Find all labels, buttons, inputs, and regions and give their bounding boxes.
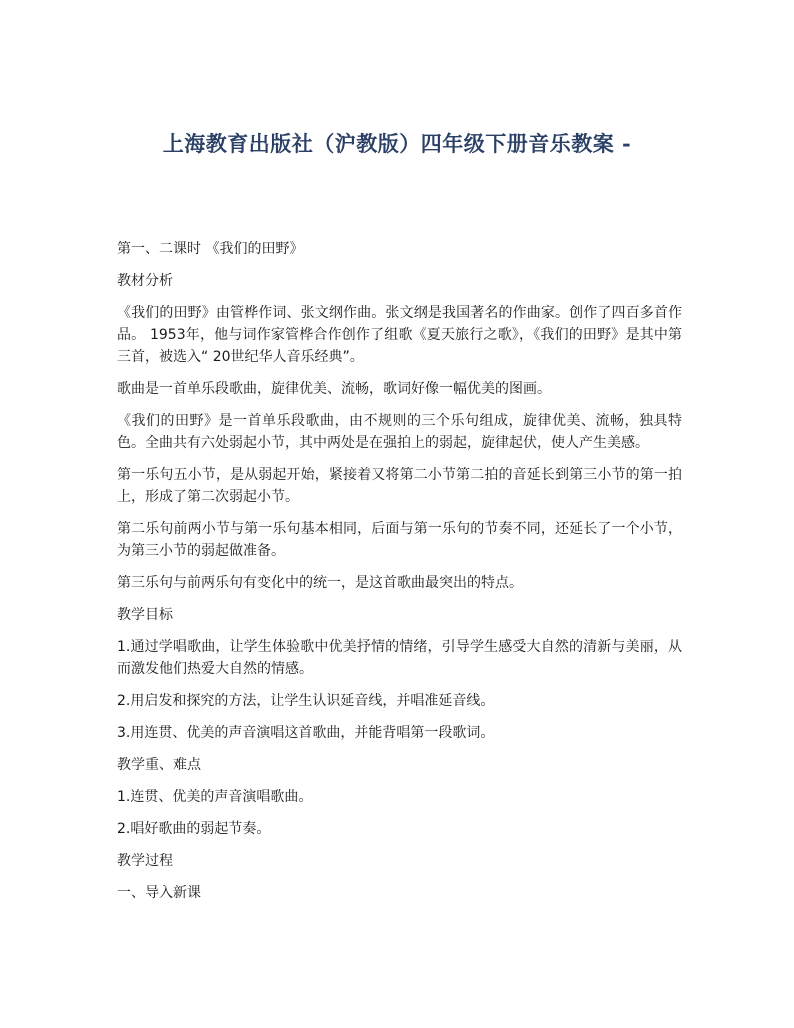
section-heading-objectives: 教学目标 xyxy=(117,607,173,623)
section-heading-process: 教学过程 xyxy=(117,853,173,869)
section-heading-key-points: 教学重、难点 xyxy=(117,757,201,773)
process-step-1: 一、导入新课 xyxy=(117,885,201,901)
lesson-heading: 第一、二课时 《我们的田野》 xyxy=(117,241,304,257)
paragraph-phrase-three: 第三乐句与前两乐句有变化中的统一，是这首歌曲最突出的特点。 xyxy=(117,575,523,591)
paragraph-song-structure: 《我们的田野》是一首单乐段歌曲，由不规则的三个乐句组成，旋律优美、流畅，独具特色。全曲共有六处弱起小节，其中两处是在强拍上的弱起，旋律起伏，使人产生美感。 xyxy=(117,413,682,451)
key-point-item-1: 1.连贯、优美的声音演唱歌曲。 xyxy=(117,789,313,805)
objective-item-3: 3.用连贯、优美的声音演唱这首歌曲，并能背唱第一段歌词。 xyxy=(117,725,495,741)
objective-item-1: 1.通过学唱歌曲，让学生体验歌中优美抒情的情绪，引导学生感受大自然的清新与美丽，从而激发他们热爱大自然的情感。 xyxy=(117,639,682,677)
key-point-item-2: 2.唱好歌曲的弱起节奏。 xyxy=(117,821,271,837)
paragraph-phrase-one: 第一乐句五小节，是从弱起开始，紧接着又将第二小节第二拍的音延长到第三小节的第一拍上，形成了第二次弱起小节。 xyxy=(117,467,682,505)
paragraph-song-form: 歌曲是一首单乐段歌曲，旋律优美、流畅，歌词好像一幅优美的图画。 xyxy=(117,381,551,397)
document-title: 上海教育出版社（沪教版）四年级下册音乐教案 - xyxy=(162,131,632,156)
paragraph-phrase-two: 第二乐句前两小节与第一乐句基本相同，后面与第一乐句的节奏不同，还延长了一个小节，为第三小节的弱起做准备。 xyxy=(117,521,682,559)
objective-item-2: 2.用启发和探究的方法，让学生认识延音线，并唱准延音线。 xyxy=(117,693,495,709)
document-body xyxy=(117,238,682,914)
paragraph-song-intro: 《我们的田野》由管桦作词、张文纲作曲。张文纲是我国著名的作曲家。创作了四百多首作品。 1953年，他与词作家管桦合作创作了组歌《夏天旅行之歌》，《我们的田野》是其中第三首，被选入“ 20世纪华人音乐经典”。 xyxy=(117,305,682,365)
section-heading-material-analysis: 教材分析 xyxy=(117,273,173,289)
